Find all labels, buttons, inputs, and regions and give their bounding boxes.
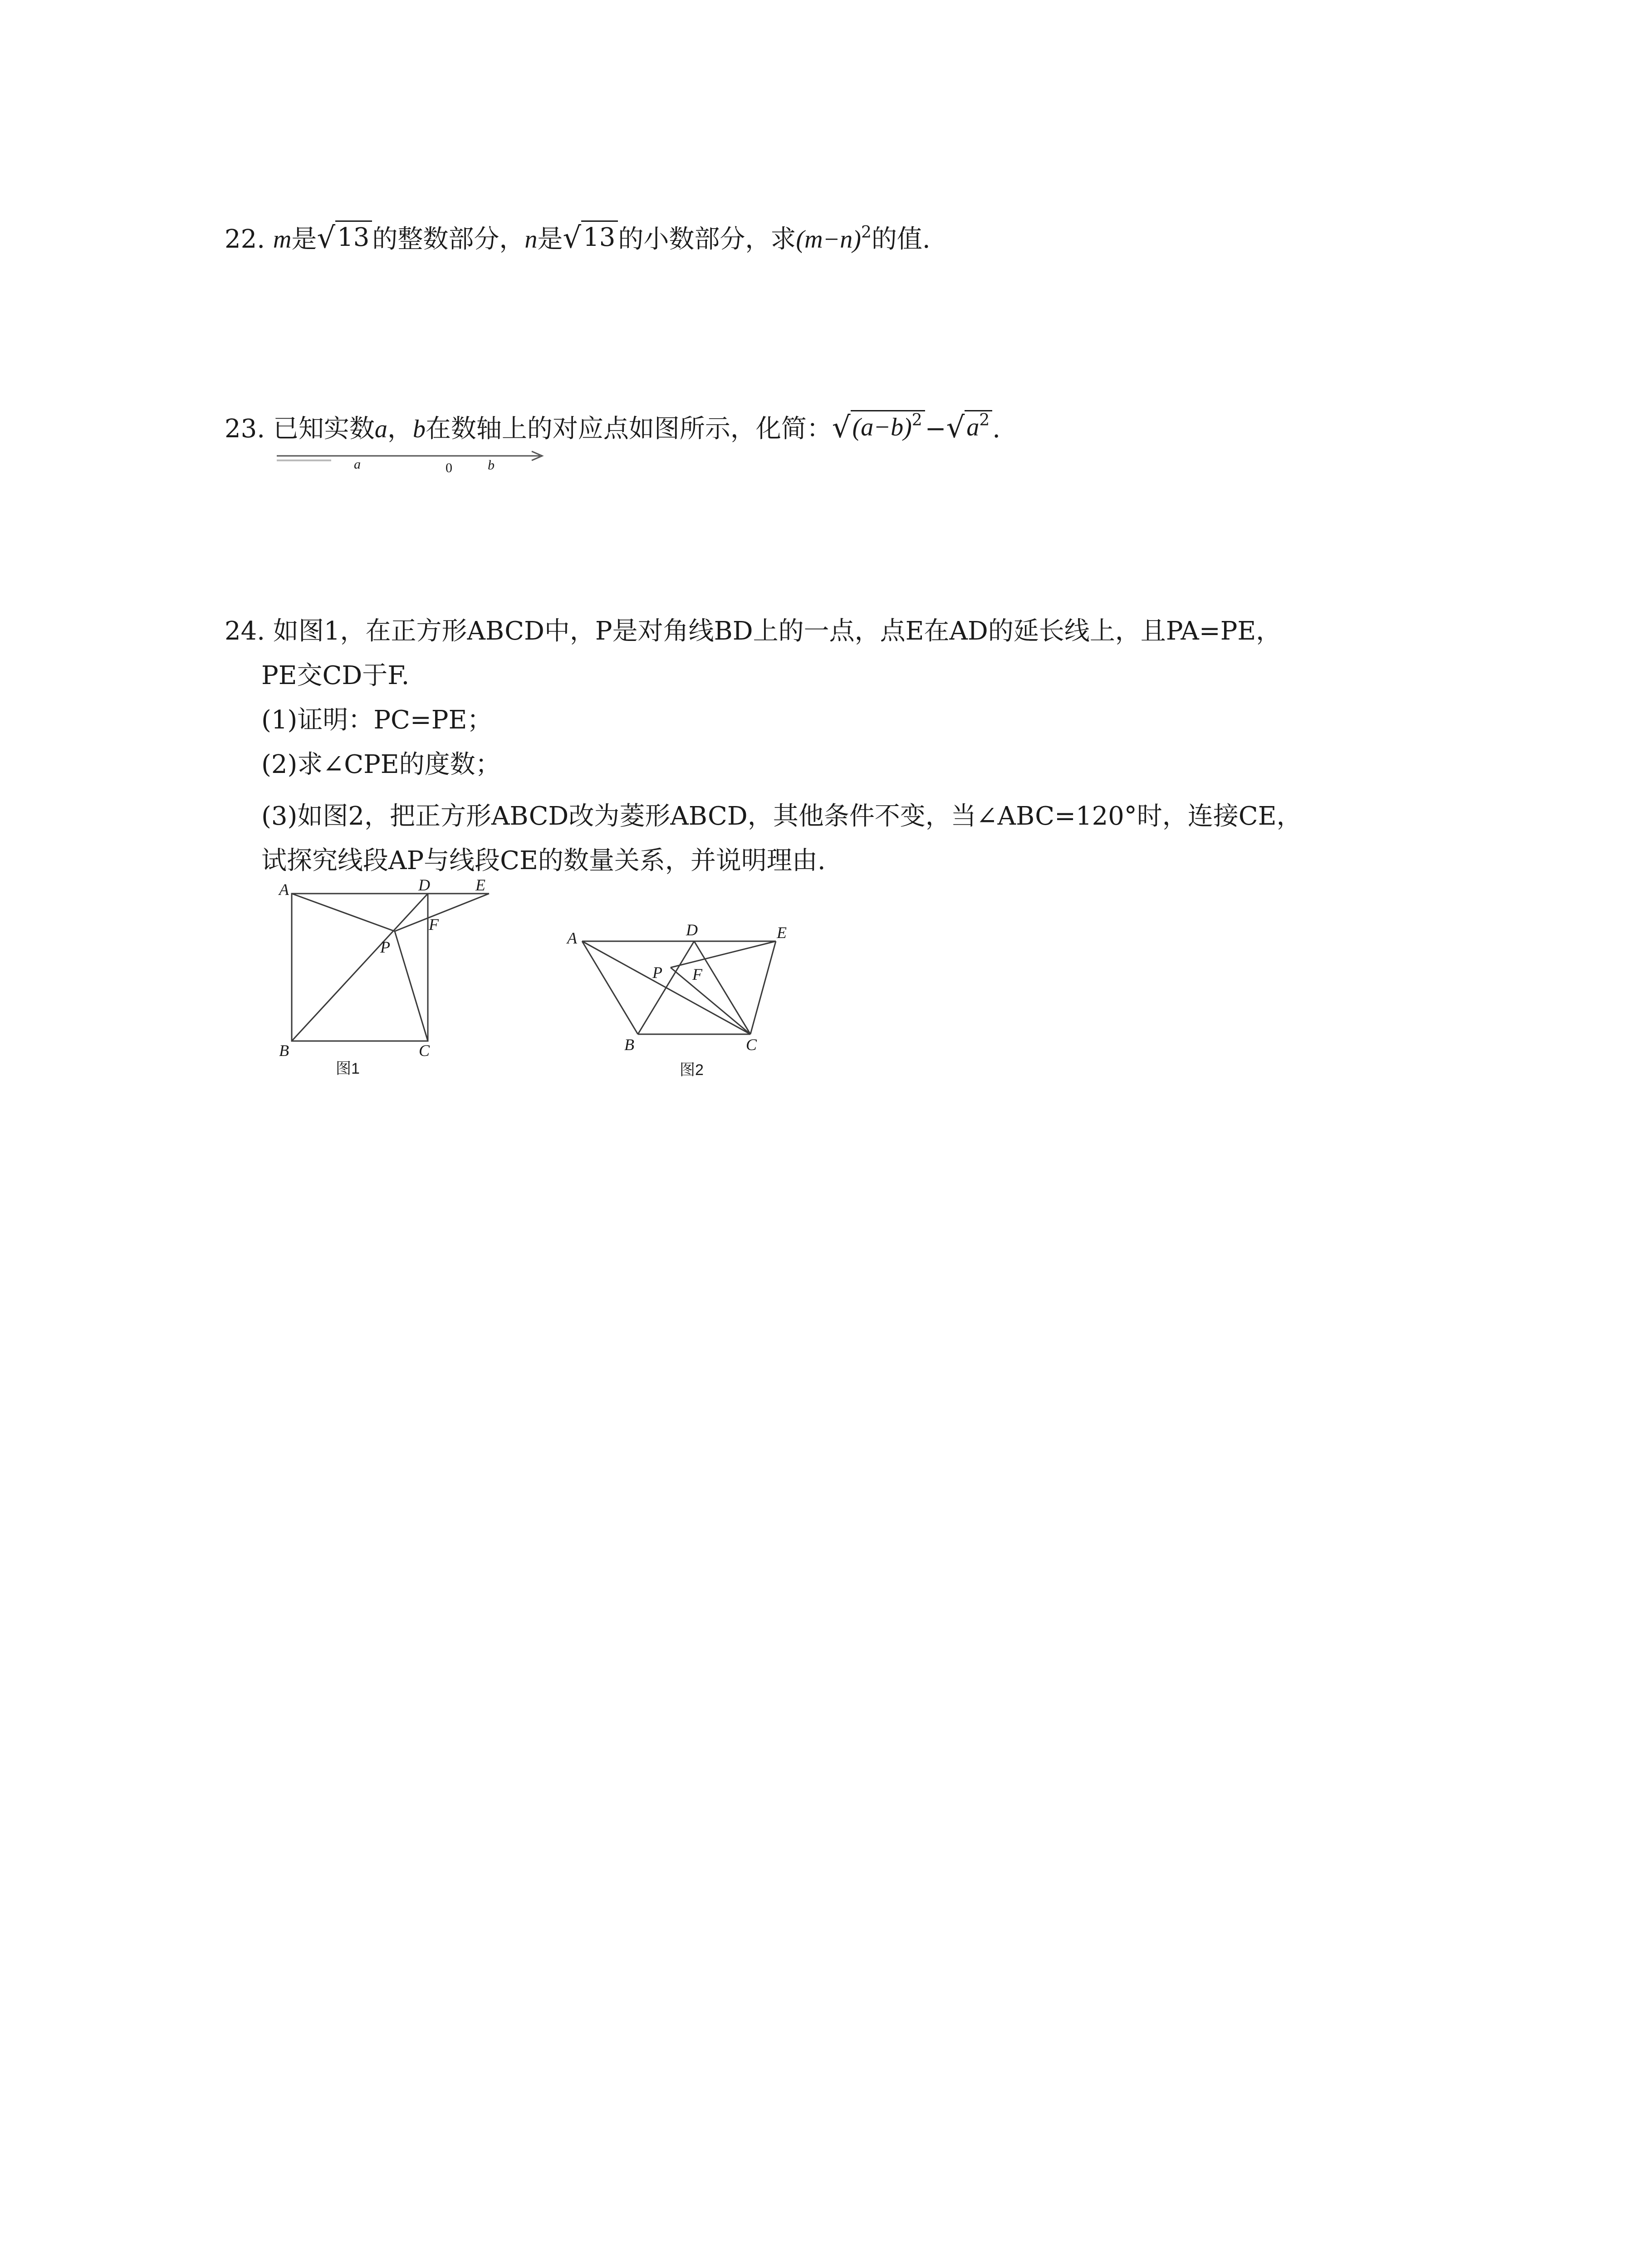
point-label-C: C: [746, 1036, 757, 1054]
point-label-F: F: [692, 965, 702, 983]
figure-caption: 图2: [680, 1061, 704, 1079]
number-line: [277, 447, 549, 479]
radicand: 13: [581, 220, 618, 253]
question-22: [225, 220, 931, 258]
question-number: 23.: [225, 414, 265, 444]
question-24: [225, 613, 1281, 650]
stem-line-1: 如图1，在正方形ABCD中，P是对角线BD上的一点，点E在AD的延长线上，且PA=PE，: [273, 616, 1282, 646]
sqrt-13: √ 13: [317, 220, 372, 253]
subquestion-2: (2)求∠CPE的度数；: [261, 750, 501, 779]
var-n: n: [524, 225, 538, 254]
exponent: 2: [861, 223, 872, 242]
point-label-E: E: [475, 878, 485, 894]
text: 的整数部分，: [372, 225, 525, 254]
text: .: [992, 414, 1001, 444]
exponent: 2: [911, 411, 922, 430]
question-number: 22.: [225, 225, 265, 254]
sqrt-a-squared: √ $a^2$: [946, 410, 993, 442]
figure-2: [558, 921, 812, 1093]
radicand: (a−b): [852, 413, 912, 441]
text: 的小数部分，求: [618, 225, 796, 254]
text: ，: [387, 414, 413, 444]
text: 是: [291, 225, 317, 254]
text: 的值.: [871, 225, 931, 254]
point-label-D: D: [686, 921, 698, 939]
axis-label-zero: 0: [446, 460, 452, 475]
stem-line-2: PE交CD于F.: [261, 661, 410, 690]
var-m: m: [273, 225, 292, 254]
point-label-P: P: [652, 963, 662, 982]
point-label-P: P: [380, 938, 390, 956]
figure-1: [272, 878, 508, 1105]
axis-label-a: a: [354, 457, 361, 472]
point-label-B: B: [279, 1041, 289, 1060]
subquestion-1: (1)证明：PC=PE；: [261, 705, 493, 735]
point-label-F: F: [429, 915, 439, 934]
radicand: a: [966, 413, 980, 441]
minus: −: [925, 414, 946, 444]
point-label-A: A: [567, 929, 577, 947]
text: 已知实数: [273, 414, 375, 444]
text: 在数轴上的对应点如图所示，化简：: [425, 414, 832, 444]
sqrt-13: √ 13: [563, 220, 618, 253]
expression: (m−n): [796, 225, 861, 254]
point-label-D: D: [418, 878, 430, 894]
point-label-E: E: [777, 924, 787, 942]
question-23: [225, 410, 1000, 447]
var-b: b: [412, 415, 426, 443]
var-a: a: [374, 415, 387, 443]
point-label-B: B: [624, 1036, 634, 1054]
axis-label-b: b: [488, 458, 495, 473]
question-number: 24.: [225, 616, 265, 646]
text: 是: [537, 225, 563, 254]
point-label-C: C: [419, 1041, 430, 1060]
point-label-A: A: [279, 880, 289, 899]
exponent: 2: [979, 411, 990, 430]
figure-caption: 图1: [336, 1060, 360, 1077]
subquestion-3: (3)如图2，把正方形ABCD改为菱形ABCD，其他条件不变，当∠ABC=120°时，连接CE，: [261, 802, 1302, 831]
radicand: 13: [335, 220, 372, 253]
subquestion-3-continued: 试探究线段AP与线段CE的数量关系，并说明理由.: [261, 846, 826, 875]
sqrt-a-minus-b-squared: √ $(a-b)^2$: [832, 410, 925, 442]
